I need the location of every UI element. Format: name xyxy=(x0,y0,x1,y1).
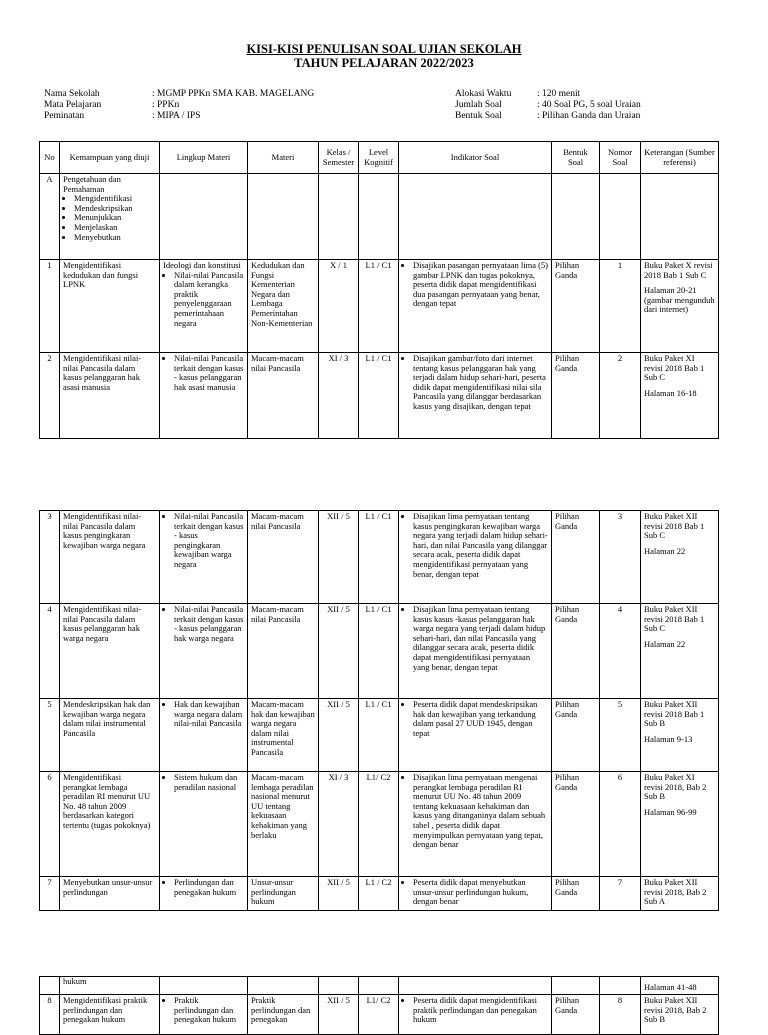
table-row xyxy=(40,260,719,353)
empty-cell xyxy=(641,174,719,260)
cell-nomor: 2 xyxy=(600,353,641,439)
cell-lingkup xyxy=(160,511,248,604)
cell-materi: Macam-macam nilai Pancasila xyxy=(248,604,319,699)
section-a-cell xyxy=(60,174,160,260)
cell-no: 7 xyxy=(40,877,60,911)
header-keterangan: Keterangan (Sumber referensi) xyxy=(641,142,719,174)
ket-page: Halaman 96-99 xyxy=(644,806,697,817)
cell-bentuk: Pilihan Ganda xyxy=(552,995,600,1035)
cell-kemampuan: Mengidentifikasi perangkat lembaga peradilan RI menurut UU No. 48 tahun 2009 berdasarkan kategori tertentu (tugas pokoknya) xyxy=(60,772,160,877)
table-row xyxy=(40,995,719,1035)
cell-lingkup xyxy=(160,772,248,877)
empty-cell xyxy=(160,977,248,995)
empty-cell xyxy=(160,174,248,260)
grid-table-1 xyxy=(39,141,719,439)
cell-indikator xyxy=(399,699,552,772)
cell-indikator xyxy=(399,772,552,877)
ket-page: Halaman 22 xyxy=(644,545,686,556)
list-item: • Menyebutkan xyxy=(74,233,156,243)
list-item: • Menunjukkan xyxy=(74,213,156,223)
doc-title-line2: TAHUN PELAJARAN 2022/2023 xyxy=(294,56,474,70)
cell-lingkup xyxy=(160,260,248,353)
ket-source: Buku Paket XI revisi 2018, Bab 2 Sub B xyxy=(644,772,707,802)
cell-kelas: X / 1 xyxy=(319,260,359,353)
cell-no: 6 xyxy=(40,772,60,877)
cell-lingkup xyxy=(160,995,248,1035)
cell-indikator xyxy=(399,511,552,604)
cell-nomor: 5 xyxy=(600,699,641,772)
header-kemampuan: Kemampuan yang diuji xyxy=(60,142,160,174)
empty-cell xyxy=(359,977,399,995)
section-a-no: A xyxy=(40,174,60,260)
header-bentuk: Bentuk Soal xyxy=(552,142,600,174)
list-item: • Perlindungan dan penegakan hukum xyxy=(174,878,244,897)
list-item: • Praktik perlindungan dan penegakan hukum xyxy=(174,996,244,1025)
list-item: • Disajikan gambar/foto dari internet tentang kasus pelanggaran hak yang terjadi dalam hidup sehari-hari, peserta didik dapat mengidentifikasi nilai sila Pancasila yang dilanggar berdasarkan kasus yang disajikan, dengan tepat xyxy=(413,354,548,412)
section-a-row xyxy=(40,174,719,260)
info-value: : 40 Soal PG, 5 soal Uraian xyxy=(537,100,641,110)
cell-indikator xyxy=(399,604,552,699)
empty-cell xyxy=(399,174,552,260)
cell-bentuk: Pilihan Ganda xyxy=(552,260,600,353)
cell-materi: Macam-macam hak dan kewajiban warga negara dalam nilai instrumental Pancasila xyxy=(248,699,319,772)
cell-materi: Unsur-unsur perlindungan hukum xyxy=(248,877,319,911)
list-item: • Nilai-nilai Pancasila terkait dengan kasus - kasus pengingkaran kewajiban warga negara xyxy=(174,512,244,570)
empty-cell xyxy=(600,977,641,995)
cell-no: 5 xyxy=(40,699,60,772)
cell-bentuk: Pilihan Ganda xyxy=(552,511,600,604)
cell-keterangan: Halaman 41-48 xyxy=(641,977,719,995)
header-row xyxy=(40,142,719,174)
cell-kelas: XII / 5 xyxy=(319,511,359,604)
table-row xyxy=(40,604,719,699)
ket-page: Halaman 20-21 (gambar mengunduh dari internet) xyxy=(644,285,715,315)
cell-kelas: XII / 5 xyxy=(319,995,359,1035)
grid-table-2 xyxy=(39,510,719,911)
header-nomor: Nomor Soal xyxy=(600,142,641,174)
list-item: • Disajikan lima pernyataan tentang kasus kasus -kasus pelanggaran hak warga negara yang terjadi dalam hidup sehari-hari, dan nilai Pancasila yang dilanggar secara acak, peserta didik dapat mengidentifikasi pernyataan yang benar, dengan tepat xyxy=(413,605,548,672)
list-item: • Nilai-nilai Pancasila dalam kerangka praktik penyelenggaraan pemerintahaan negara xyxy=(174,271,244,329)
cell-kelas: XII / 5 xyxy=(319,877,359,911)
info-value: : 120 menit xyxy=(537,89,581,99)
cell-keterangan xyxy=(641,353,719,439)
cell-kemampuan: Mendeskripsikan hak dan kewajiban warga negara dalam nilai instrumental Pancasila xyxy=(60,699,160,772)
header-kelas: Kelas / Semester xyxy=(319,142,359,174)
list-item: • Nilai-nilai Pancasila terkait dengan kasus - kasus pelanggaran hak asasi manusia xyxy=(174,354,244,392)
table-row xyxy=(40,772,719,877)
cell-kemampuan: hukum xyxy=(60,977,160,995)
cell-materi: Praktik perlindungan dan penegakan xyxy=(248,995,319,1035)
empty-cell xyxy=(552,977,600,995)
ket-source: Buku Paket XII revisi 2018 Bab 1 Sub C xyxy=(644,604,705,634)
table-row xyxy=(40,353,719,439)
cell-kelas: XII / 5 xyxy=(319,699,359,772)
cell-kemampuan: Mengidentifikasi nilai-nilai Pancasila dalam kasus pelanggaran hak warga negara xyxy=(60,604,160,699)
cell-indikator xyxy=(399,260,552,353)
table-row xyxy=(40,877,719,911)
header-no: No xyxy=(40,142,60,174)
list-item: • Disajikan pasangan pernyataan lima (5) gambar LPNK dan tugas pokoknya, peserta didik dapat mengidentifikasi dua pasangan pernyataan yang benar, dengan tepat xyxy=(413,261,548,309)
empty-cell xyxy=(399,977,552,995)
cell-no: 2 xyxy=(40,353,60,439)
cell-bentuk: Pilihan Ganda xyxy=(552,353,600,439)
empty-cell xyxy=(552,174,600,260)
empty-cell xyxy=(600,174,641,260)
cell-nomor: 7 xyxy=(600,877,641,911)
cell-no: 4 xyxy=(40,604,60,699)
cell-keterangan xyxy=(641,699,719,772)
cell-level: L1 / C1 xyxy=(359,353,399,439)
cell-materi: Kedudukan dan Fungsi Kementerian Negara dan Lembaga Pemerintahan Non-Kementerian xyxy=(248,260,319,353)
info-label: Nama Sekolah xyxy=(44,89,100,99)
cell-materi: Macam-macam nilai Pancasila xyxy=(248,511,319,604)
list-item: • Peserta didik dapat mendeskripsikan hak dan kewajiban yang terkandung dalam pasal 27 UUD 1945, dengan tepat xyxy=(413,700,548,738)
cell-lingkup xyxy=(160,353,248,439)
cell-kemampuan: Mengidentifikasi nilai-nilai Pancasila dalam kasus pengingkaran kewajiban warga negara xyxy=(60,511,160,604)
ket-source: Buku Paket X revisi 2018 Bab 1 Sub C xyxy=(644,260,713,280)
empty-cell xyxy=(248,977,319,995)
lingkup-text: Ideologi dan konstitusi xyxy=(163,260,241,270)
cell-no: 8 xyxy=(40,995,60,1035)
cell-keterangan xyxy=(641,260,719,353)
cell-nomor: 1 xyxy=(600,260,641,353)
list-item: • Sistem hukum dan peradilan nasional xyxy=(174,773,244,792)
cell-lingkup xyxy=(160,877,248,911)
cell-no: 3 xyxy=(40,511,60,604)
cell-keterangan xyxy=(641,772,719,877)
list-item: • Menjelaskan xyxy=(74,223,156,233)
header-materi: Materi xyxy=(248,142,319,174)
list-item: • Nilai-nilai Pancasila terkait dengan kasus - kasus pelanggaran hak warga negara xyxy=(174,605,244,643)
cell-nomor: 8 xyxy=(600,995,641,1035)
section-a-label: Pengetahuan dan Pemahaman xyxy=(63,174,121,194)
list-item: • Hak dan kewajiban warga negara dalam nilai-nilai Pancasila xyxy=(174,700,244,729)
empty-cell xyxy=(248,174,319,260)
cell-kelas: XI / 3 xyxy=(319,772,359,877)
empty-cell xyxy=(319,977,359,995)
info-label: Peminatan xyxy=(44,111,85,121)
header-indikator: Indikator Soal xyxy=(399,142,552,174)
cell-lingkup xyxy=(160,604,248,699)
list-item: • Disajikan lima pernyataan mengenai perangkat lembaga peradilan RI menurut UU No. 48 tahun 2009 tentang kekuasaan kehakiman dan kasus yang ditanganinya dalam sebuah tabel , peserta didik dapat menyimpulkan pernyataan yang tepat, dengan benar xyxy=(413,773,548,850)
cell-materi: Macam-macam nilai Pancasila xyxy=(248,353,319,439)
list-item: • Peserta didik dapat menyebutkan unsur-unsur perlindungan hukum, dengan benar xyxy=(413,878,548,907)
header-level: Level Kognitif xyxy=(359,142,399,174)
list-item: • Peserta didik dapat mengidentifikasi praktik perlindungan dan penegakan hukum xyxy=(413,996,548,1025)
info-label: Jumlah Soal xyxy=(455,100,502,110)
cell-level: L1/ C2 xyxy=(359,772,399,877)
cell-lingkup xyxy=(160,699,248,772)
info-value: : PPKn xyxy=(152,100,180,110)
info-value: : MIPA / IPS xyxy=(152,111,201,121)
cell-kemampuan: Mengidentifikasi kedudukan dan fungsi LPNK xyxy=(60,260,160,353)
cell-level: L1 / C2 xyxy=(359,877,399,911)
ket-page: Halaman 9-13 xyxy=(644,733,693,744)
cell-bentuk: Pilihan Ganda xyxy=(552,604,600,699)
cell-kelas: XI / 3 xyxy=(319,353,359,439)
ket-page: Halaman 16-18 xyxy=(644,387,697,398)
cell-level: L1 / C1 xyxy=(359,699,399,772)
ket-source: Buku Paket XII revisi 2018 Bab 1 Sub B xyxy=(644,699,705,729)
continuation-row xyxy=(40,977,719,995)
cell-bentuk: Pilihan Ganda xyxy=(552,772,600,877)
cell-bentuk: Pilihan Ganda xyxy=(552,877,600,911)
cell-kelas: XII / 5 xyxy=(319,604,359,699)
info-right xyxy=(455,89,641,122)
cell-keterangan: Buku Paket XII revisi 2018, Bab 2 Sub B xyxy=(641,995,719,1035)
grid-table-3 xyxy=(39,976,719,1035)
list-item: • Mengidentifikasi xyxy=(74,194,156,204)
info-value: : Pilihan Ganda dan Uraian xyxy=(537,111,641,121)
info-label: Mata Pelajaran xyxy=(44,100,102,110)
table-row xyxy=(40,511,719,604)
cell-level: L1 / C1 xyxy=(359,511,399,604)
empty-cell xyxy=(40,977,60,995)
cell-kemampuan: Menyebutkan unsur-unsur perlindungan xyxy=(60,877,160,911)
cell-no: 1 xyxy=(40,260,60,353)
cell-nomor: 4 xyxy=(600,604,641,699)
info-label: Bentuk Soal xyxy=(455,111,502,121)
list-item: • Mendeskripsikan xyxy=(74,204,156,214)
cell-level: L1 / C1 xyxy=(359,260,399,353)
cell-indikator xyxy=(399,353,552,439)
cell-materi: Macam-macam lembaga peradilan nasional menurut UU tentang kekuasaan kehakiman yang berlaku xyxy=(248,772,319,877)
cell-kemampuan: Mengidentifikasi nilai-nilai Pancasila dalam kasus pelanggaran hak asasi manusia xyxy=(60,353,160,439)
empty-cell xyxy=(319,174,359,260)
header-lingkup: Lingkup Materi xyxy=(160,142,248,174)
table-row xyxy=(40,699,719,772)
cell-level: L1/ C2 xyxy=(359,995,399,1035)
cell-bentuk: Pilihan Ganda xyxy=(552,699,600,772)
cell-nomor: 3 xyxy=(600,511,641,604)
list-item: • Disajikan lima pernyataan tentang kasus pengingkaran kewajiban warga negara yang terjadi dalam hidup sehari-hari, dan nilai Pancasila yang dilanggar secara acak, peserta didik dapat mengidentifikasi pernyataan yang benar, dengan tepat xyxy=(413,512,548,579)
info-label: Alokasi Waktu xyxy=(455,89,512,99)
cell-indikator xyxy=(399,995,552,1035)
cell-nomor: 6 xyxy=(600,772,641,877)
cell-level: L1 / C1 xyxy=(359,604,399,699)
ket-source: Buku Paket XI revisi 2018 Bab 1 Sub C xyxy=(644,353,705,383)
cell-keterangan xyxy=(641,511,719,604)
empty-cell xyxy=(359,174,399,260)
cell-keterangan xyxy=(641,604,719,699)
ket-page: Halaman 22 xyxy=(644,638,686,649)
cell-indikator xyxy=(399,877,552,911)
info-left xyxy=(44,89,314,122)
ket-source: Buku Paket XII revisi 2018 Bab 1 Sub C xyxy=(644,511,705,541)
info-value: : MGMP PPKn SMA KAB. MAGELANG xyxy=(152,89,315,99)
cell-kemampuan: Mengidentifikasi praktik perlindungan dan penegakan hukum xyxy=(60,995,160,1035)
cell-keterangan: Buku Paket XII revisi 2018, Bab 2 Sub A xyxy=(641,877,719,911)
doc-title-line1: KISI-KISI PENULISAN SOAL UJIAN SEKOLAH xyxy=(246,42,522,56)
